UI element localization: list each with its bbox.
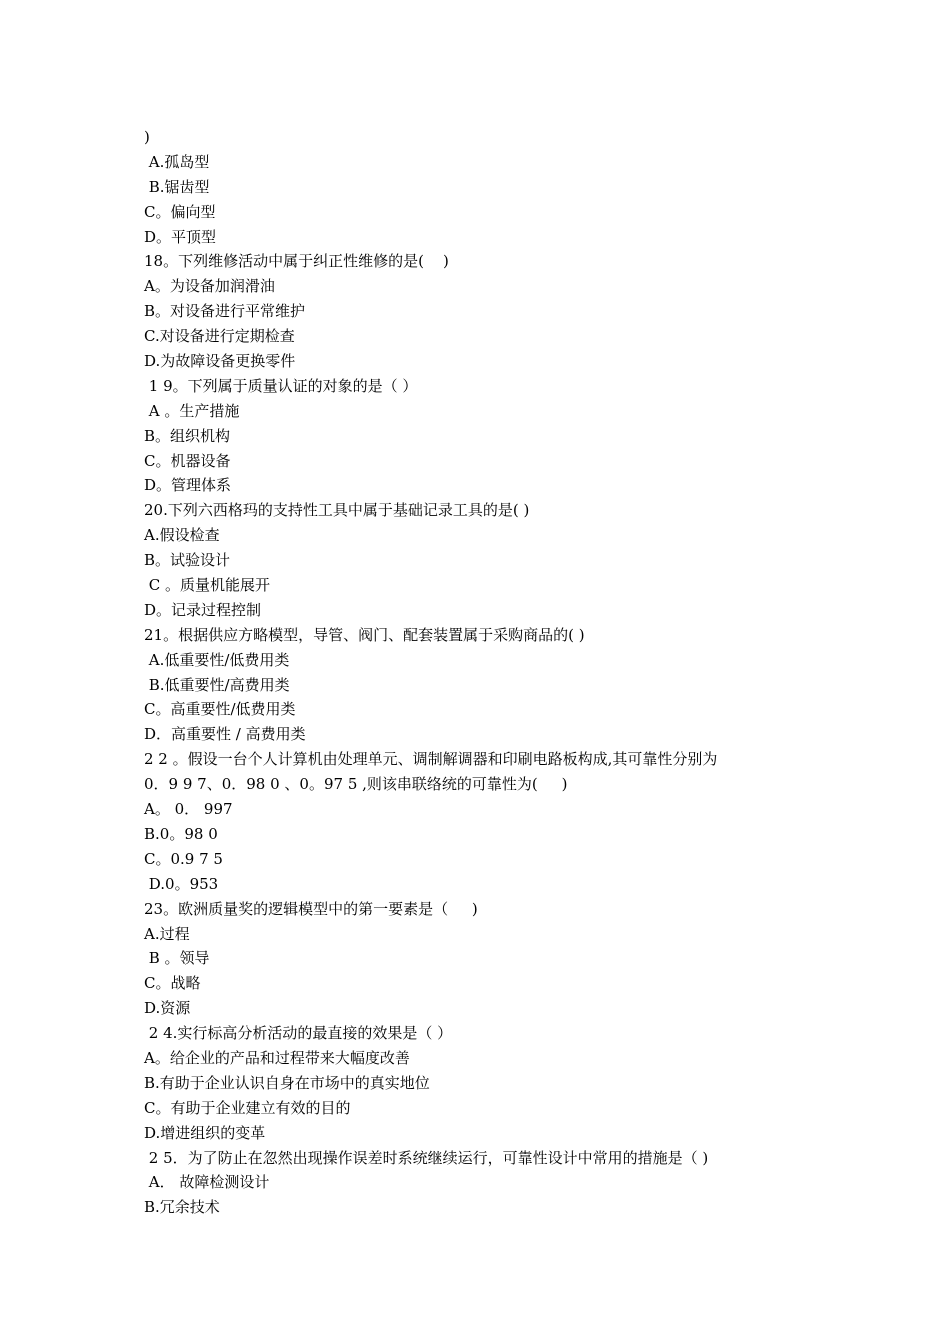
option-line: A.孤岛型 xyxy=(144,152,210,171)
document-body xyxy=(144,125,864,1220)
question-line: 21。根据供应方略模型，导管、阀门、配套装置属于采购商品的( ) xyxy=(144,625,585,644)
option-line: B.有助于企业认识自身在市场中的真实地位 xyxy=(144,1073,430,1092)
option-line: A 。生产措施 xyxy=(144,401,240,420)
option-line: D。管理体系 xyxy=(144,476,232,495)
option-line: B。组织机构 xyxy=(144,426,231,445)
option-line: A。为设备加润滑油 xyxy=(144,277,275,296)
option-line: C.对设备进行定期检查 xyxy=(144,327,295,346)
option-line: B 。领导 xyxy=(144,949,210,968)
option-line: D.资源 xyxy=(144,999,191,1018)
option-line: C。有助于企业建立有效的目的 xyxy=(144,1098,351,1117)
question-line: 18。下列维修活动中属于纠正性维修的是( ) xyxy=(144,252,449,271)
question-line: 2 4.实行标高分析活动的最直接的效果是（ ） xyxy=(144,1024,453,1043)
question-line: 2 5．为了防止在忽然出现操作误差时系统继续运行，可靠性设计中常用的措施是（ ) xyxy=(144,1148,709,1167)
option-line: A.过程 xyxy=(144,924,190,943)
option-line: D．高重要性 / 高费用类 xyxy=(144,725,306,744)
option-line: C。机器设备 xyxy=(144,451,231,470)
option-line: D。平顶型 xyxy=(144,227,217,246)
option-line: C。偏向型 xyxy=(144,202,216,221)
option-line: C 。质量机能展开 xyxy=(144,576,271,595)
option-line: A。给企业的产品和过程带来大幅度改善 xyxy=(144,1048,410,1067)
option-line: A。 0． 997 xyxy=(144,800,233,819)
option-line: B.冗余技术 xyxy=(144,1198,220,1217)
question-line: 2 2 。假设一台个人计算机由处理单元、调制解调器和印刷电路板构成,其可靠性分别为 xyxy=(144,750,718,769)
option-line: B。对设备进行平常维护 xyxy=(144,302,306,321)
option-line: D.0。953 xyxy=(144,874,219,893)
option-line: B.低重要性/高费用类 xyxy=(144,675,290,694)
option-line: A.低重要性/低费用类 xyxy=(144,650,290,669)
option-line: A． 故障检测设计 xyxy=(144,1173,270,1192)
option-line: C。0.9 7 5 xyxy=(144,849,223,868)
option-line: D。记录过程控制 xyxy=(144,600,262,619)
option-line: B.0。98 0 xyxy=(144,824,218,843)
option-line: D.增进组织的变革 xyxy=(144,1123,266,1142)
question-line: 23。欧洲质量奖的逻辑模型中的第一要素是（ ) xyxy=(144,899,478,918)
question-line: 0．9 9 7、0．98 0 、0。97 5 ,则该串联络统的可靠性为( ) xyxy=(144,775,568,794)
option-line: B.锯齿型 xyxy=(144,177,210,196)
question-line: 1 9。下列属于质量认证的对象的是（ ） xyxy=(144,376,418,395)
option-line: D.为故障设备更换零件 xyxy=(144,352,296,371)
option-line: A.假设检查 xyxy=(144,526,220,545)
option-line: B。试验设计 xyxy=(144,551,231,570)
question-line: 20.下列六西格玛的支持性工具中属于基础记录工具的是( ) xyxy=(144,501,530,520)
option-line: C。高重要性/低费用类 xyxy=(144,700,296,719)
text-line: ) xyxy=(144,128,150,146)
option-line: C。战略 xyxy=(144,974,201,993)
